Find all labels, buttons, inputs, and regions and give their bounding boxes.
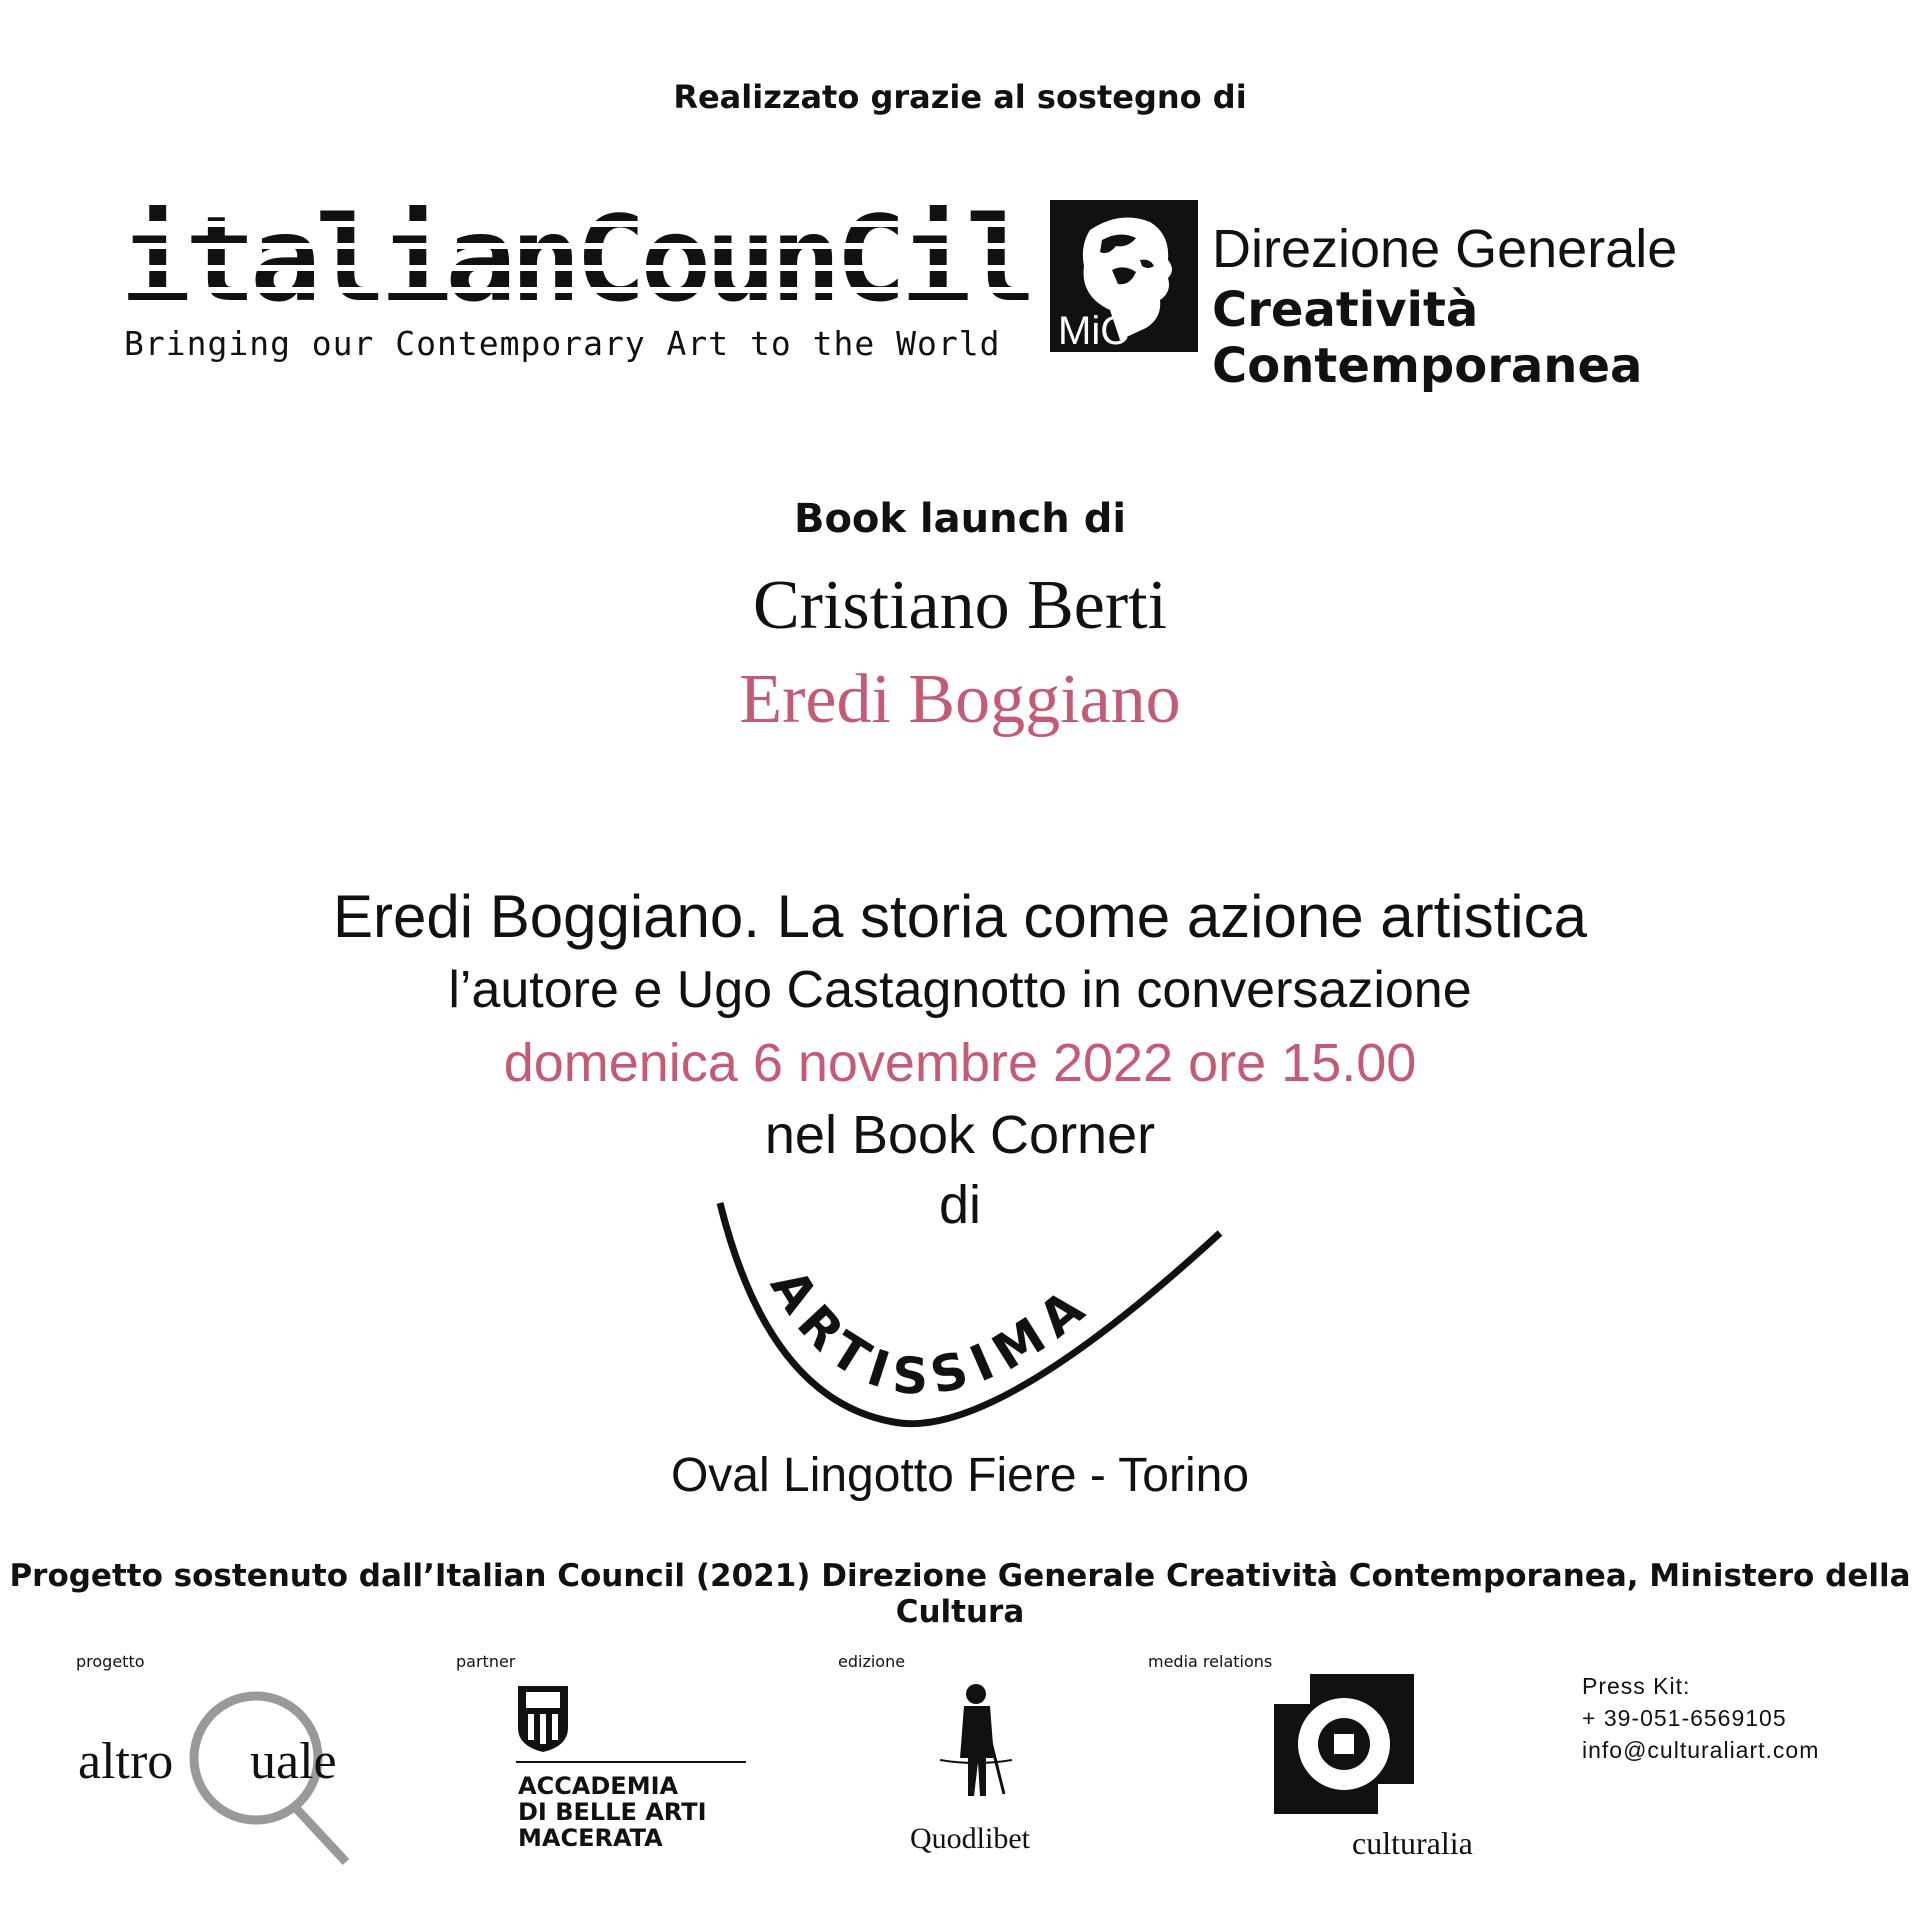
svg-text:MACERATA: MACERATA [518, 1824, 663, 1852]
event-location: Oval Lingotto Fiere - Torino [670, 1449, 1250, 1502]
book-title: Eredi Boggiano [739, 661, 1181, 738]
label-progetto: progetto [76, 1652, 145, 1671]
culturalia-logo [1270, 1674, 1530, 1864]
svg-text:DI BELLE ARTI: DI BELLE ARTI [518, 1798, 707, 1826]
quodlibet-logo [900, 1678, 1060, 1862]
svg-text:Quodlibet: Quodlibet [910, 1822, 1030, 1855]
label-edizione: edizione [838, 1652, 906, 1671]
label-partner: partner [456, 1652, 516, 1671]
italian-council-logo [120, 190, 1031, 328]
artissima-logo [700, 1195, 1240, 1449]
project-note: Progetto sostenuto dall’Italian Council (2021) Direzione Generale Creatività Contemporanea, Ministero della Cultura [9, 1558, 1911, 1630]
svg-text:altro: altro [78, 1733, 174, 1790]
label-media-relations: media relations [1148, 1652, 1273, 1671]
author-name: Cristiano Berti [752, 567, 1168, 644]
event-venue: nel Book Corner [764, 1105, 1156, 1165]
italian-council-tagline: Bringing our Contemporary Art to the World [124, 324, 1001, 363]
accademia-logo [516, 1678, 756, 1862]
press-kit-phone: + 39-051-6569105 [1582, 1705, 1787, 1731]
support-heading: Realizzato grazie al sostegno di [673, 78, 1247, 116]
press-kit [1582, 1670, 1819, 1766]
event-date: domenica 6 novembre 2022 ore 15.00 [503, 1033, 1417, 1093]
press-kit-title: Press Kit: [1582, 1673, 1691, 1699]
svg-text:ACCADEMIA: ACCADEMIA [518, 1772, 679, 1800]
event-subtitle: l’autore e Ugo Castagnotto in conversazione [448, 961, 1472, 1019]
book-launch-label: Book launch di [793, 496, 1127, 542]
mic-badge-text: MiC [1058, 309, 1130, 353]
svg-text:culturalia: culturalia [1352, 1825, 1473, 1861]
direzione-line1: Direzione Generale [1212, 219, 1678, 279]
svg-text:italianCounCil: italianCounCil [120, 190, 1031, 328]
event-di: di [938, 1175, 982, 1235]
direzione-line2: Creatività Contemporanea [1212, 282, 1643, 394]
mic-logo [1050, 200, 1198, 352]
artissima-text: ARTISSIMA [759, 1259, 1103, 1406]
svg-text:uale: uale [250, 1733, 337, 1790]
press-kit-email[interactable]: info@culturaliart.com [1582, 1737, 1820, 1763]
altroquale-logo [76, 1678, 376, 1872]
event-title: Eredi Boggiano. La storia come azione artistica [332, 883, 1588, 950]
